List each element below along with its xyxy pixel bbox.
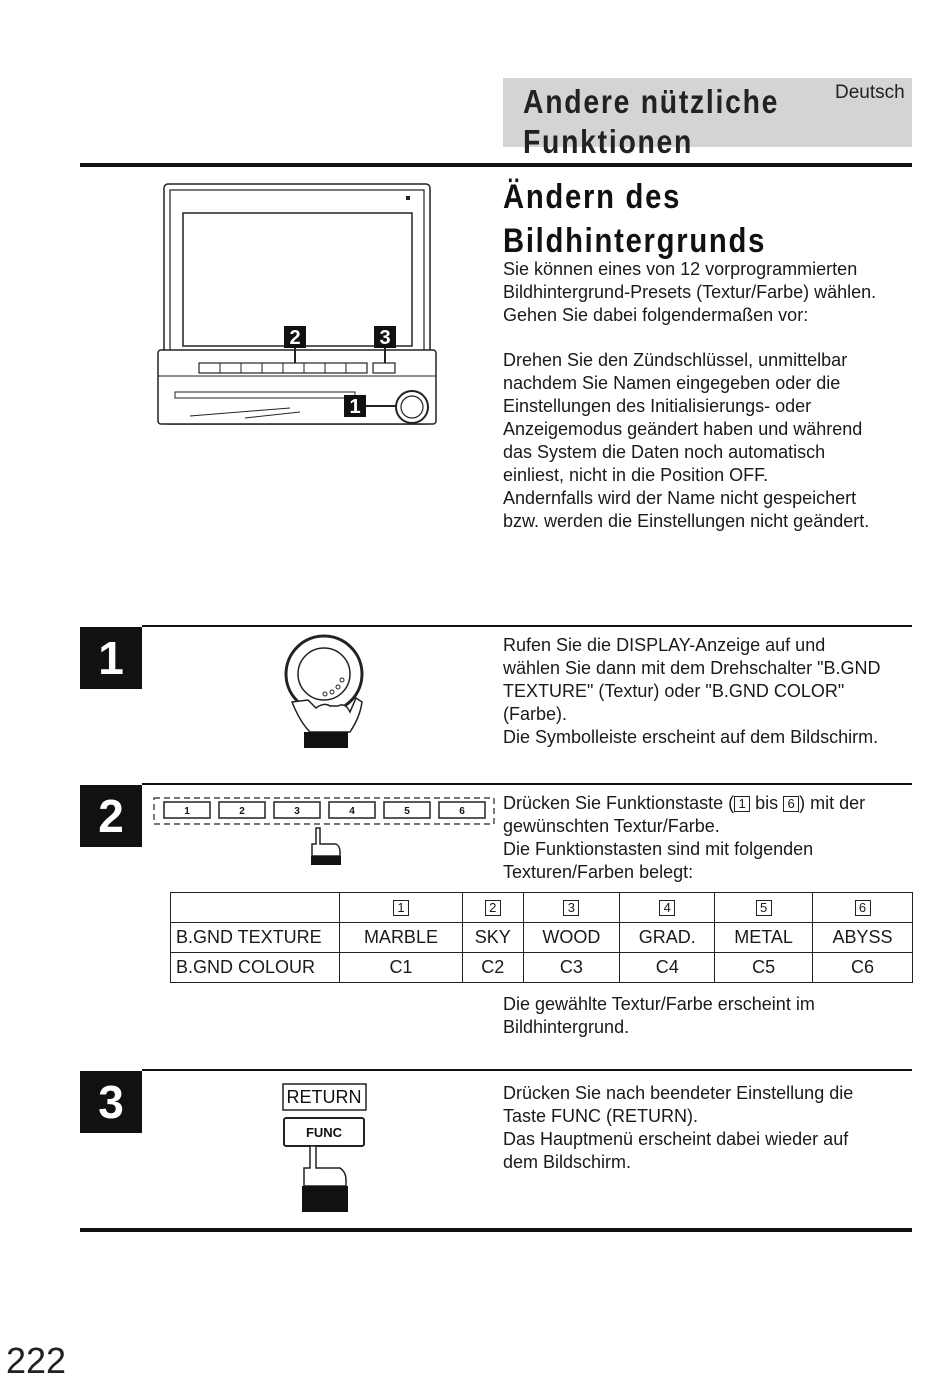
function-key-6-label: 6 (459, 806, 465, 817)
step-1-number: 1 (80, 627, 142, 689)
step-2-text-part1: Drücken Sie Funktionstaste ( (503, 793, 735, 813)
chapter-title-line1: Andere nützliche (523, 83, 780, 120)
table-cell: C3 (523, 953, 620, 983)
step-2-text-part2: bis (750, 793, 784, 813)
func-return-button-illustration (280, 1082, 372, 1214)
pointing-hand-icon (311, 828, 341, 865)
step-1-instructions (503, 634, 913, 749)
chapter-title-line2: Funktionen (523, 123, 694, 160)
callout-1-label: 1 (349, 396, 361, 418)
pointing-hand-icon (302, 1146, 348, 1212)
step-2-number: 2 (80, 785, 142, 847)
key-box-to: 6 (783, 796, 799, 812)
function-key-4 (329, 802, 375, 818)
table-header-cell (462, 893, 523, 923)
intro-paragraph (503, 258, 913, 327)
step-2-text-rest: gewünschten Textur/Farbe. Die Funktionstasten sind mit folgenden Texturen/Farben belegt: (503, 816, 814, 882)
language-label: Deutsch (835, 82, 905, 103)
section-title (503, 175, 847, 263)
function-key-3-label: 3 (294, 806, 300, 817)
table-cell: MARBLE (340, 923, 463, 953)
table-header-row (171, 893, 913, 923)
callout-3-badge (374, 326, 396, 349)
return-label: RETURN (286, 1087, 362, 1107)
step-2-first-line (503, 792, 913, 815)
table-cell: METAL (715, 923, 813, 953)
step-2-instructions (503, 792, 913, 884)
table-cell: C4 (620, 953, 715, 983)
table-row (171, 953, 913, 983)
callout-2-label: 2 (289, 327, 301, 349)
rotary-knob-hand-icon (280, 632, 370, 756)
table-cell: ABYSS (813, 923, 913, 953)
head-unit-illustration (150, 180, 440, 430)
table-header-cell (620, 893, 715, 923)
table-cell: C2 (462, 953, 523, 983)
function-key-5-label: 5 (404, 806, 410, 817)
table-cell: SKY (462, 923, 523, 953)
step-1-divider (142, 625, 912, 627)
key-box: 1 (393, 900, 409, 916)
step-3-divider (142, 1069, 912, 1071)
callout-1-badge (344, 395, 366, 418)
step-2-result (503, 993, 913, 1039)
table-row-label: B.GND TEXTURE (171, 923, 340, 953)
callout-3-label: 3 (379, 327, 391, 349)
section-title-line1: Ändern des (503, 178, 682, 216)
step-3-text: Drücken Sie nach beendeter Einstellung die Taste FUNC (RETURN). Das Hauptmenü erscheint dabei wieder auf dem Bildschirm. (503, 1083, 854, 1172)
section-title-line2: Bildhintergrunds (503, 222, 767, 260)
texture-color-table (170, 892, 913, 983)
key-box-from: 1 (734, 796, 750, 812)
key-box: 2 (485, 900, 501, 916)
function-key-1 (164, 802, 210, 818)
step-1-text: Rufen Sie die DISPLAY-Anzeige auf und wählen Sie dann mit dem Drehschalter "B.GND TEXTURE" (Textur) oder "B.GND COLOR" (Farbe). Die Symbolleiste erscheint auf dem Bildschirm. (503, 635, 881, 747)
function-key-2 (219, 802, 265, 818)
table-cell: C6 (813, 953, 913, 983)
table-header-cell (715, 893, 813, 923)
step-3-number: 3 (80, 1071, 142, 1133)
note-text: Drehen Sie den Zündschlüssel, unmittelbar nachdem Sie Namen eingegeben oder die Einstellungen des Initialisierungs- oder Anzeigemodus geändert haben und während das System die Daten noch automatisch einliest, nicht in die Position OFF. Andernfalls wird der Name nicht gespeichert bzw. werden die Einstellungen nicht geändert. (503, 350, 870, 531)
intro-text: Sie können eines von 12 vorprogrammierten Bildhintergrund-Presets (Textur/Farbe) wählen. Gehen Sie dabei folgendermaßen vor: (503, 259, 877, 325)
key-box: 5 (756, 900, 772, 916)
table-cell: C5 (715, 953, 813, 983)
step-2-divider (142, 783, 912, 785)
table-cell: C1 (340, 953, 463, 983)
function-key-3 (274, 802, 320, 818)
note-paragraph (503, 349, 913, 533)
top-divider (80, 163, 912, 167)
page-number: 222 (6, 1340, 67, 1381)
key-box: 3 (563, 900, 579, 916)
table-cell: WOOD (523, 923, 620, 953)
function-key-4-label: 4 (349, 806, 355, 817)
step-3-instructions (503, 1082, 913, 1174)
key-box: 4 (659, 900, 675, 916)
function-keys-illustration (150, 794, 500, 866)
table-header-cell (523, 893, 620, 923)
function-key-6 (439, 802, 485, 818)
table-row-label: B.GND COLOUR (171, 953, 340, 983)
table-corner-cell (171, 893, 340, 923)
key-box: 6 (855, 900, 871, 916)
function-key-2-label: 2 (239, 806, 245, 817)
step-2-text-part3: ) mit der (799, 793, 866, 813)
func-label: FUNC (305, 1125, 343, 1140)
table-header-cell (813, 893, 913, 923)
table-cell: GRAD. (620, 923, 715, 953)
function-key-5 (384, 802, 430, 818)
step-2-result-text: Die gewählte Textur/Farbe erscheint im Bildhintergrund. (503, 994, 815, 1037)
chapter-title (523, 82, 781, 162)
bottom-divider (80, 1228, 912, 1232)
function-key-1-label: 1 (184, 806, 190, 817)
callout-2-badge (284, 326, 306, 349)
table-row (171, 923, 913, 953)
table-header-cell (340, 893, 463, 923)
